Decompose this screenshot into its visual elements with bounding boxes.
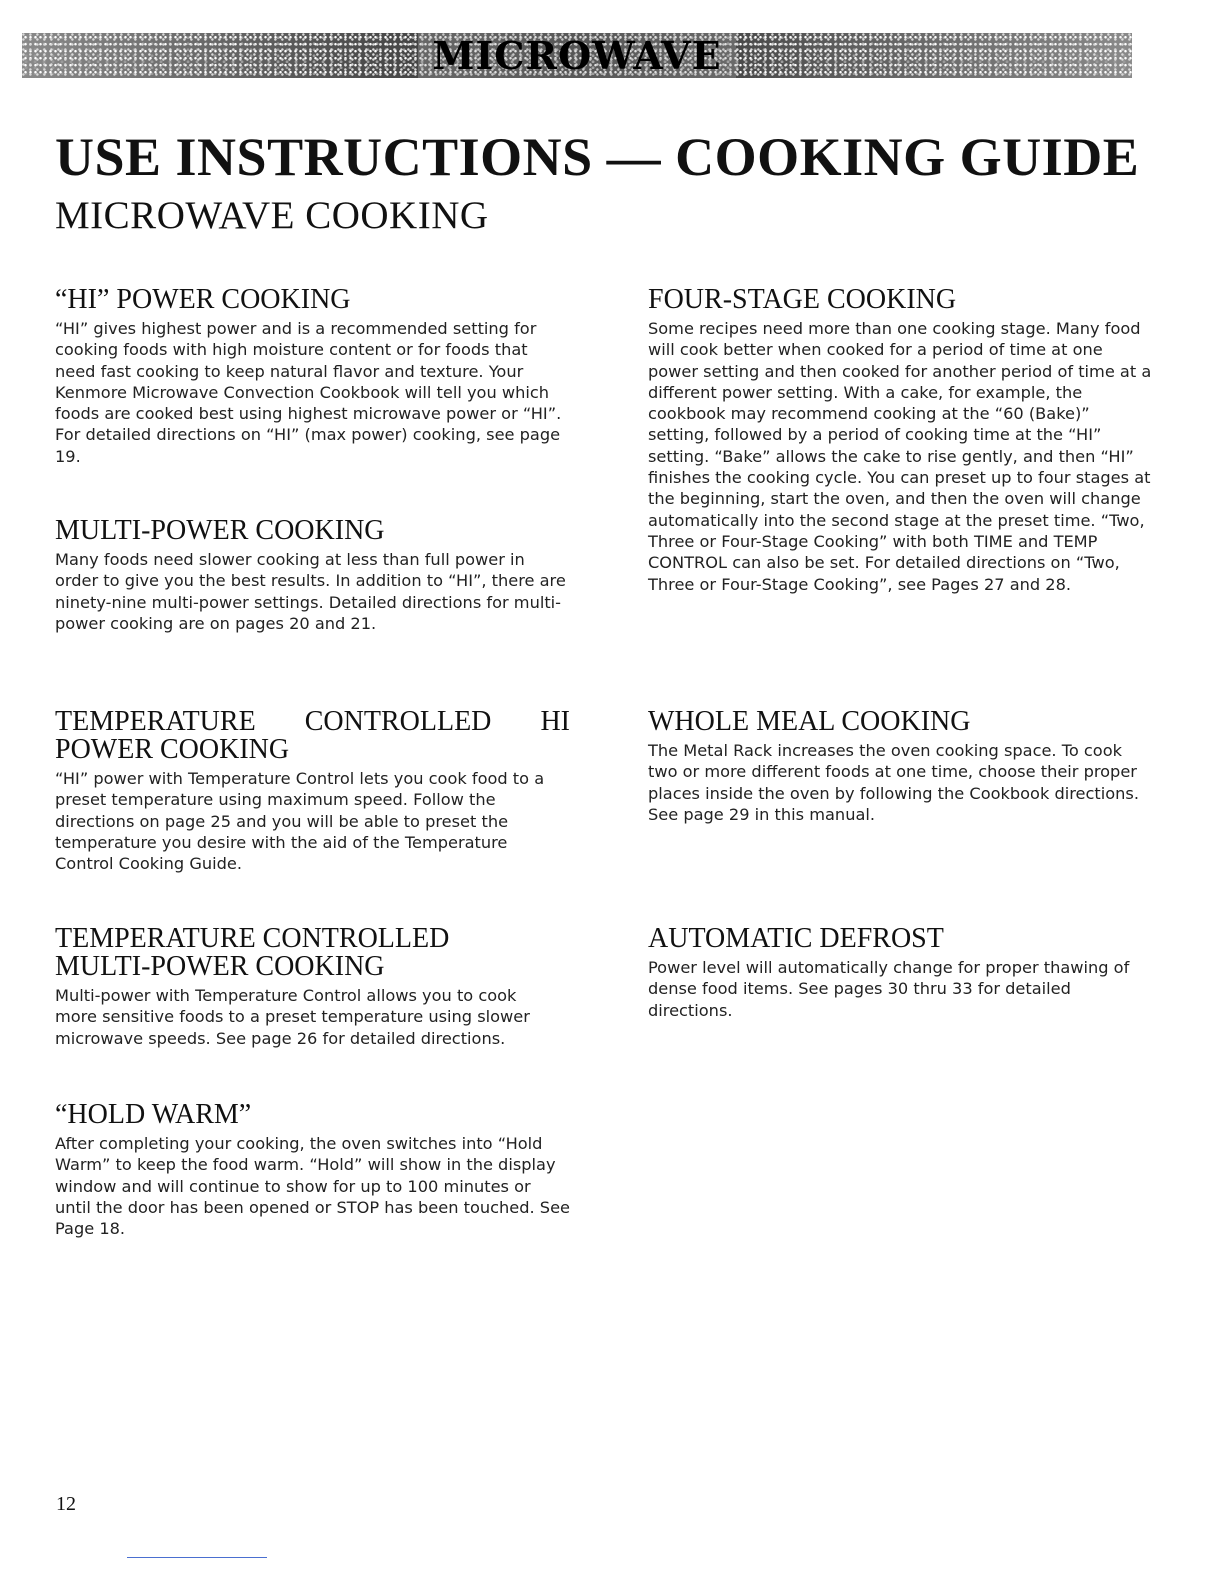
section-heading: TEMPERATURE CONTROLLED MULTI-POWER COOKING [55, 923, 450, 982]
section-temp-hi-power [55, 708, 570, 874]
footer-rule [127, 1557, 267, 1558]
section-hi-power [55, 286, 570, 467]
section-multi-power [55, 517, 570, 634]
section-body: “HI” gives highest power and is a recommended setting for cooking foods with high moisture content or for foods that need fast cooking to keep natural flavor and texture. Your Kenmore Microwave Convection Cookbook will tell you which foods are cooked best using highest microwave power or “HI”. For detailed directions on “HI” (max power) cooking, see page 19. [55, 319, 562, 466]
section-heading: FOUR-STAGE COOKING [648, 284, 957, 315]
section-whole-meal [648, 708, 1153, 825]
section-heading: MULTI-POWER COOKING [55, 515, 385, 546]
section-body: Multi-power with Temperature Control allows you to cook more sensitive foods to a preset temperature using slower microwave speeds. See page 26 for detailed directions. [55, 986, 530, 1048]
section-body: Some recipes need more than one cooking stage. Many food will cook better when cooked for a period of time at one power setting and then cooked for another period of time at a different power setting. With a cake, for example, the cookbook may recommend cooking at the “60 (Bake)” setting, followed by a period of cooking time at the “HI” setting. “Bake” allows the cake to rise gently, and then “HI” finishes the cooking cycle. You can preset up to four stages at the beginning, start the oven, and then the oven will change automatically into the second stage at the preset time. “Two, Three or Four-Stage Cooking” with both TIME and TEMP CONTROL can also be set. For detailed directions on “Two, Three or Four-Stage Cooking”, see Pages 27 and 28. [648, 319, 1152, 594]
section-body: The Metal Rack increases the oven cooking space. To cook two or more different foods at one time, choose their proper places inside the oven by following the Cookbook directions. See page 29 in this manual. [648, 741, 1139, 824]
section-body: Power level will automatically change for proper thawing of dense food items. See pages 30 thru 33 for detailed directions. [648, 958, 1130, 1020]
section-heading: WHOLE MEAL COOKING [648, 706, 971, 737]
section-heading: “HI” POWER COOKING [55, 284, 351, 315]
section-four-stage [648, 286, 1153, 595]
page-number: 12 [56, 1493, 76, 1515]
page-title: USE INSTRUCTIONS — COOKING GUIDE [55, 127, 1140, 187]
section-body: After completing your cooking, the oven switches into “Hold Warm” to keep the food warm. “Hold” will show in the display window and will continue to show for up to 100 minutes or until the door has been opened or STOP has been touched. See Page 18. [55, 1134, 570, 1239]
section-body: Many foods need slower cooking at less than full power in order to give you the best results. In addition to “HI”, there are ninety-nine multi-power settings. Detailed directions for multi-power cooking are on pages 20 and 21. [55, 550, 566, 633]
section-body: “HI” power with Temperature Control lets you cook food to a preset temperature using maximum speed. Follow the directions on page 25 and you will be able to preset the temperature you desire with the aid of the Temperature Control Cooking Guide. [55, 769, 545, 874]
banner-label: MICROWAVE [418, 33, 735, 78]
section-heading: TEMPERATURE CONTROLLED HI POWER COOKING [55, 706, 570, 765]
microwave-banner [22, 33, 1132, 78]
page-subtitle: MICROWAVE COOKING [55, 194, 489, 237]
section-temp-multi-power [55, 925, 545, 1049]
section-heading: AUTOMATIC DEFROST [648, 923, 944, 954]
section-heading: “HOLD WARM” [55, 1099, 252, 1130]
section-hold-warm [55, 1101, 570, 1239]
section-automatic-defrost [648, 925, 1153, 1021]
